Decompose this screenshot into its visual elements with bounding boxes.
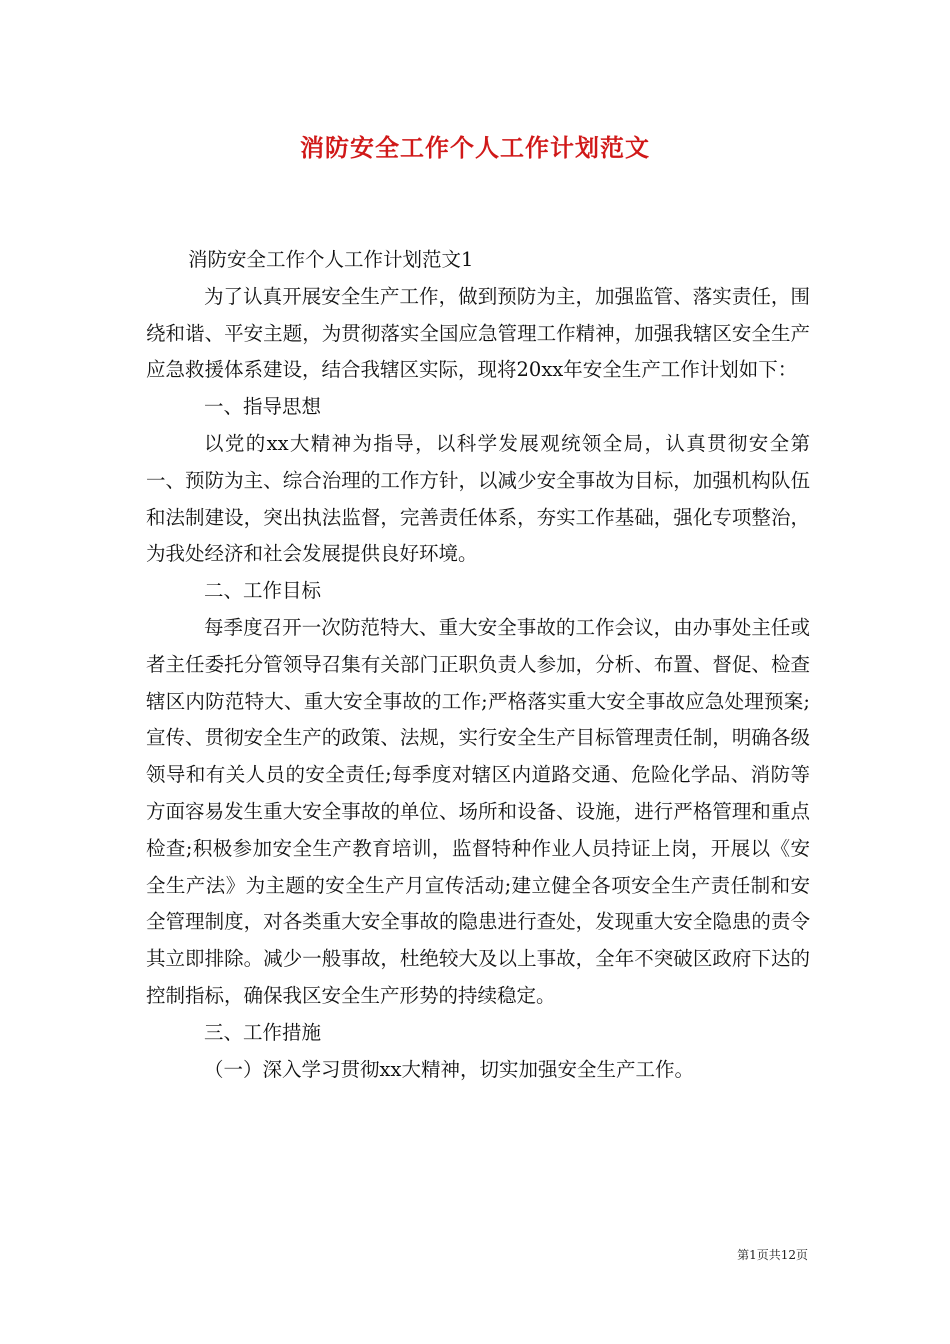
document-title: 消防安全工作个人工作计划范文	[300, 133, 650, 162]
measure-item-1: （一）深入学习贯彻xx大精神，切实加强安全生产工作。	[204, 1057, 694, 1081]
heading-guiding-ideology: 一、指导思想	[204, 395, 322, 419]
document-body	[146, 242, 810, 1088]
heading-work-goals: 二、工作目标	[204, 579, 322, 603]
section-heading-sample: 消防安全工作个人工作计划范文1	[188, 248, 474, 271]
work-goals-paragraph: 每季度召开一次防范特大、重大安全事故的工作会议，由办事处主任或者主任委托分管领导召集有关部门正职负责人参加，分析、布置、督促、检查辖区内防范特大、重大安全事故的工作;严格落实重大安全事故应急处理预案;宣传、贯彻安全生产的政策、法规，实行安全生产目标管理责任制，明确各级领导和有关人员的安全责任;每季度对辖区内道路交通、危险化学品、消防等方面容易发生重大安全事故的单位、场所和设备、设施，进行严格管理和重点检查;积极参加安全生产教育培训，监督特种作业人员持证上岗，开展以《安全生产法》为主题的安全生产月宣传活动;建立健全各项安全生产责任制和安全管理制度，对各类重大安全事故的隐患进行查处，发现重大安全隐患的责令其立即排除。减少一般事故，杜绝较大及以上事故，全年不突破区政府下达的控制指标，确保我区安全生产形势的持续稳定。	[146, 615, 810, 1007]
guiding-ideology-paragraph: 以党的xx大精神为指导，以科学发展观统领全局，认真贯彻安全第一、预防为主、综合治理的工作方针，以减少安全事故为目标，加强机构队伍和法制建设，突出执法监督，完善责任体系，夯实工作基础，强化专项整治，为我处经济和社会发展提供良好环境。	[146, 431, 810, 566]
page-number: 第1页共12页	[737, 1248, 808, 1262]
heading-work-measures: 三、工作措施	[204, 1020, 322, 1044]
intro-paragraph: 为了认真开展安全生产工作，做到预防为主，加强监管、落实责任，围绕和谐、平安主题，为贯彻落实全国应急管理工作精神，加强我辖区安全生产应急救援体系建设，结合我辖区实际，现将20xx年安全生产工作计划如下：	[146, 284, 810, 382]
